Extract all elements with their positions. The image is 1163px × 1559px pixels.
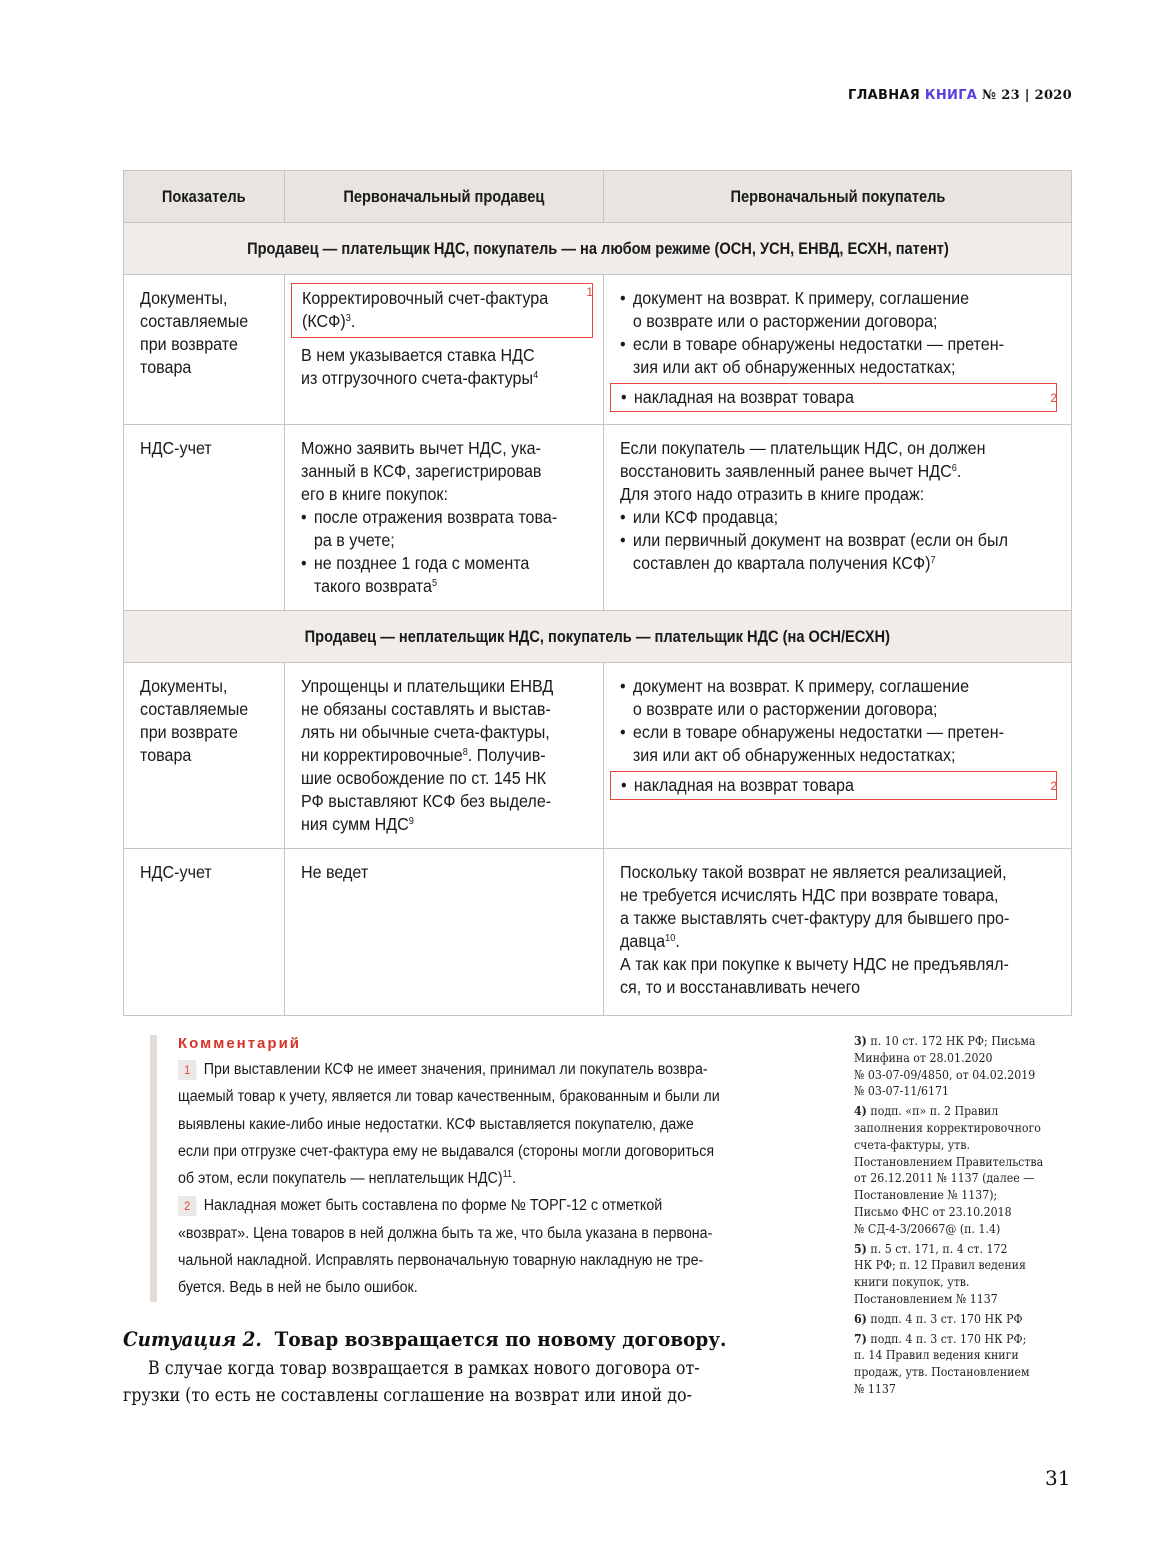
annotation-marker: 1 — [586, 285, 593, 299]
section-row — [124, 611, 1072, 663]
header-buyer: Первоначальный покупатель — [604, 171, 1072, 223]
list-item: • или КСФ продавца; — [620, 506, 1022, 529]
section-row — [124, 223, 1072, 275]
annotation-box-1: Корректировочный счет-фактура (КСФ)$^3$. 1 — [291, 283, 593, 338]
comment-title: Комментарий — [178, 1035, 302, 1052]
footnotes — [854, 1033, 1084, 1401]
seller-cell: Упрощенцы и плательщики ЕНВД не обязаны составлять и выстав- лять ни обычные счета-фактуры, ни корректировочные$^8$. Получив- шие освобождение по ст. 145 НК РФ выставляют КСФ без выделе- ния сумм НДС$^9$ — [285, 663, 604, 849]
table-header-row — [124, 171, 1072, 223]
header-indicator: Показатель — [124, 171, 285, 223]
situation-body: В случае когда товар возвращается в рамках нового договора от- грузки (то есть не составлены соглашение на возврат или иной до- — [123, 1358, 700, 1406]
section-title: Продавец — плательщик НДС, покупатель — на любом режиме (ОСН, УСН, ЕНВД, ЕСХН, патент) — [124, 223, 1072, 275]
seller-cell: Не ведет — [285, 849, 604, 1016]
seller-cell: Корректировочный счет-фактура (КСФ)$^3$. 1 В нем указывается ставка НДС из отгрузочного счета-фактуры$^4$ — [285, 275, 604, 425]
situation-section — [123, 1327, 823, 1409]
section-title: Продавец — неплательщик НДС, покупатель — плательщик НДС (на ОСН/ЕСХН) — [124, 611, 1072, 663]
table-row — [124, 849, 1072, 1016]
footnote: 6) подп. 4 п. 3 ст. 170 НК РФ — [854, 1310, 1023, 1326]
buyer-cell — [604, 663, 1072, 849]
list-item: • документ на возврат. К примеру, соглашение о возврате или о расторжении договора; — [620, 675, 1022, 721]
comment-number-badge: 2 — [178, 1196, 196, 1216]
buyer-cell: Поскольку такой возврат не является реализацией, не требуется исчислять НДС при возврате товара, а также выставлять счет-фактуру для бывшего про- давца$^{10}$. А так как при покупке к вычету НДС не предъявлял- ся, то и восстанавливать нечего — [604, 849, 1072, 1016]
footnote: 7) подп. 4 п. 3 ст. 170 НК РФ; п. 14 Правил ведения книги продаж, утв. Постановлением № 1137 — [854, 1330, 1030, 1396]
indicator-cell: НДС-учет — [124, 849, 285, 1016]
list-item: • если в товаре обнаружены недостатки — претен- зия или акт об обнаруженных недостатках; — [620, 333, 1022, 379]
list-item: • не позднее 1 года с момента такого возврата$^5$ — [301, 552, 570, 598]
annotation-box-2 — [610, 771, 1057, 800]
issue-number: № 23 | 2020 — [981, 88, 1072, 103]
seller-cell: Можно заявить вычет НДС, ука- занный в КСФ, зарегистрировав его в книге покупок: • после отражения возврата това- ра в учете; • не позднее 1 года с момента такого возврата$^5$ — [285, 425, 604, 611]
page-number: 31 — [1045, 1466, 1071, 1490]
footnote: 4) подп. «п» п. 2 Правил заполнения корректировочного счета-фактуры, утв. Постановлением Правительства от 26.12.2011 № 1137 (далее — Постановление № 1137); Письмо ФНС от 23.10.2018 № СД-4-3/20667@ (п. 1.4) — [854, 1103, 1044, 1236]
masthead — [848, 88, 1072, 103]
list-item: • или первичный документ на возврат (если он был составлен до квартала получения КСФ)$^7$ — [620, 529, 1022, 575]
footnote: 3) п. 10 ст. 172 НК РФ; Письма Минфина от 28.01.2020 № 03-07-09/4850, от 04.02.2019 № 03-07-11/6171 — [854, 1033, 1036, 1099]
comment-item: 2 Накладная может быть составлена по форме № ТОРГ-12 с отметкой «возврат». Цена товаров в ней должна быть та же, что была указана в первона- чальной накладной. Исправлять первоначальную товарную накладную не тре- буется. Ведь в ней не было ошибок. — [178, 1197, 713, 1297]
list-item: • накладная на возврат товара — [621, 774, 1012, 797]
brand-name-part2: КНИГА — [924, 88, 978, 103]
brand-name-part1: ГЛАВНАЯ — [847, 88, 921, 103]
list-item: • если в товаре обнаружены недостатки — претен- зия или акт об обнаруженных недостатках; — [620, 721, 1022, 767]
list-item: • после отражения возврата това- ра в учете; — [301, 506, 570, 552]
list-item: • документ на возврат. К примеру, соглашение о возврате или о расторжении договора; — [620, 287, 1022, 333]
buyer-cell: Если покупатель — плательщик НДС, он должен восстановить заявленный ранее вычет НДС$^6$. Для этого надо отразить в книге продаж: • или КСФ продавца; • или первичный документ на возврат (если он был составлен до квартала получения КСФ)$^7$ — [604, 425, 1072, 611]
buyer-cell — [604, 275, 1072, 425]
header-seller: Первоначальный продавец — [285, 171, 604, 223]
annotation-marker: 2 — [1050, 391, 1057, 405]
indicator-cell: Документы, составляемые при возврате товара — [124, 275, 285, 425]
table-row — [124, 275, 1072, 425]
comment-item: 1 При выставлении КСФ не имеет значения, принимал ли покупатель возвра- щаемый товар к учету, является ли товар качественным, бракованным и были ли выявлены какие-либо иные недостатки. КСФ выставляется покупателю, даже если при отгрузке счет-фактура ему не выдавался (стороны могли договориться об этом, если покупатель — неплательщик НДС)$^{11}$. — [178, 1061, 720, 1188]
table-row — [124, 425, 1072, 611]
comparison-table — [123, 170, 1072, 1016]
list-item: • накладная на возврат товара — [621, 386, 1012, 409]
comment-block — [150, 1035, 828, 1302]
annotation-box-2 — [610, 383, 1057, 412]
situation-heading: Ситуация 2. Товар возвращается по новому договору. — [123, 1327, 727, 1351]
annotation-marker: 2 — [1050, 779, 1057, 793]
indicator-cell: Документы, составляемые при возврате товара — [124, 663, 285, 849]
comment-number-badge: 1 — [178, 1060, 196, 1080]
footnote: 5) п. 5 ст. 171, п. 4 ст. 172 НК РФ; п. 12 Правил ведения книги покупок, утв. Постановлением № 1137 — [854, 1240, 1026, 1306]
indicator-cell: НДС-учет — [124, 425, 285, 611]
table-row — [124, 663, 1072, 849]
